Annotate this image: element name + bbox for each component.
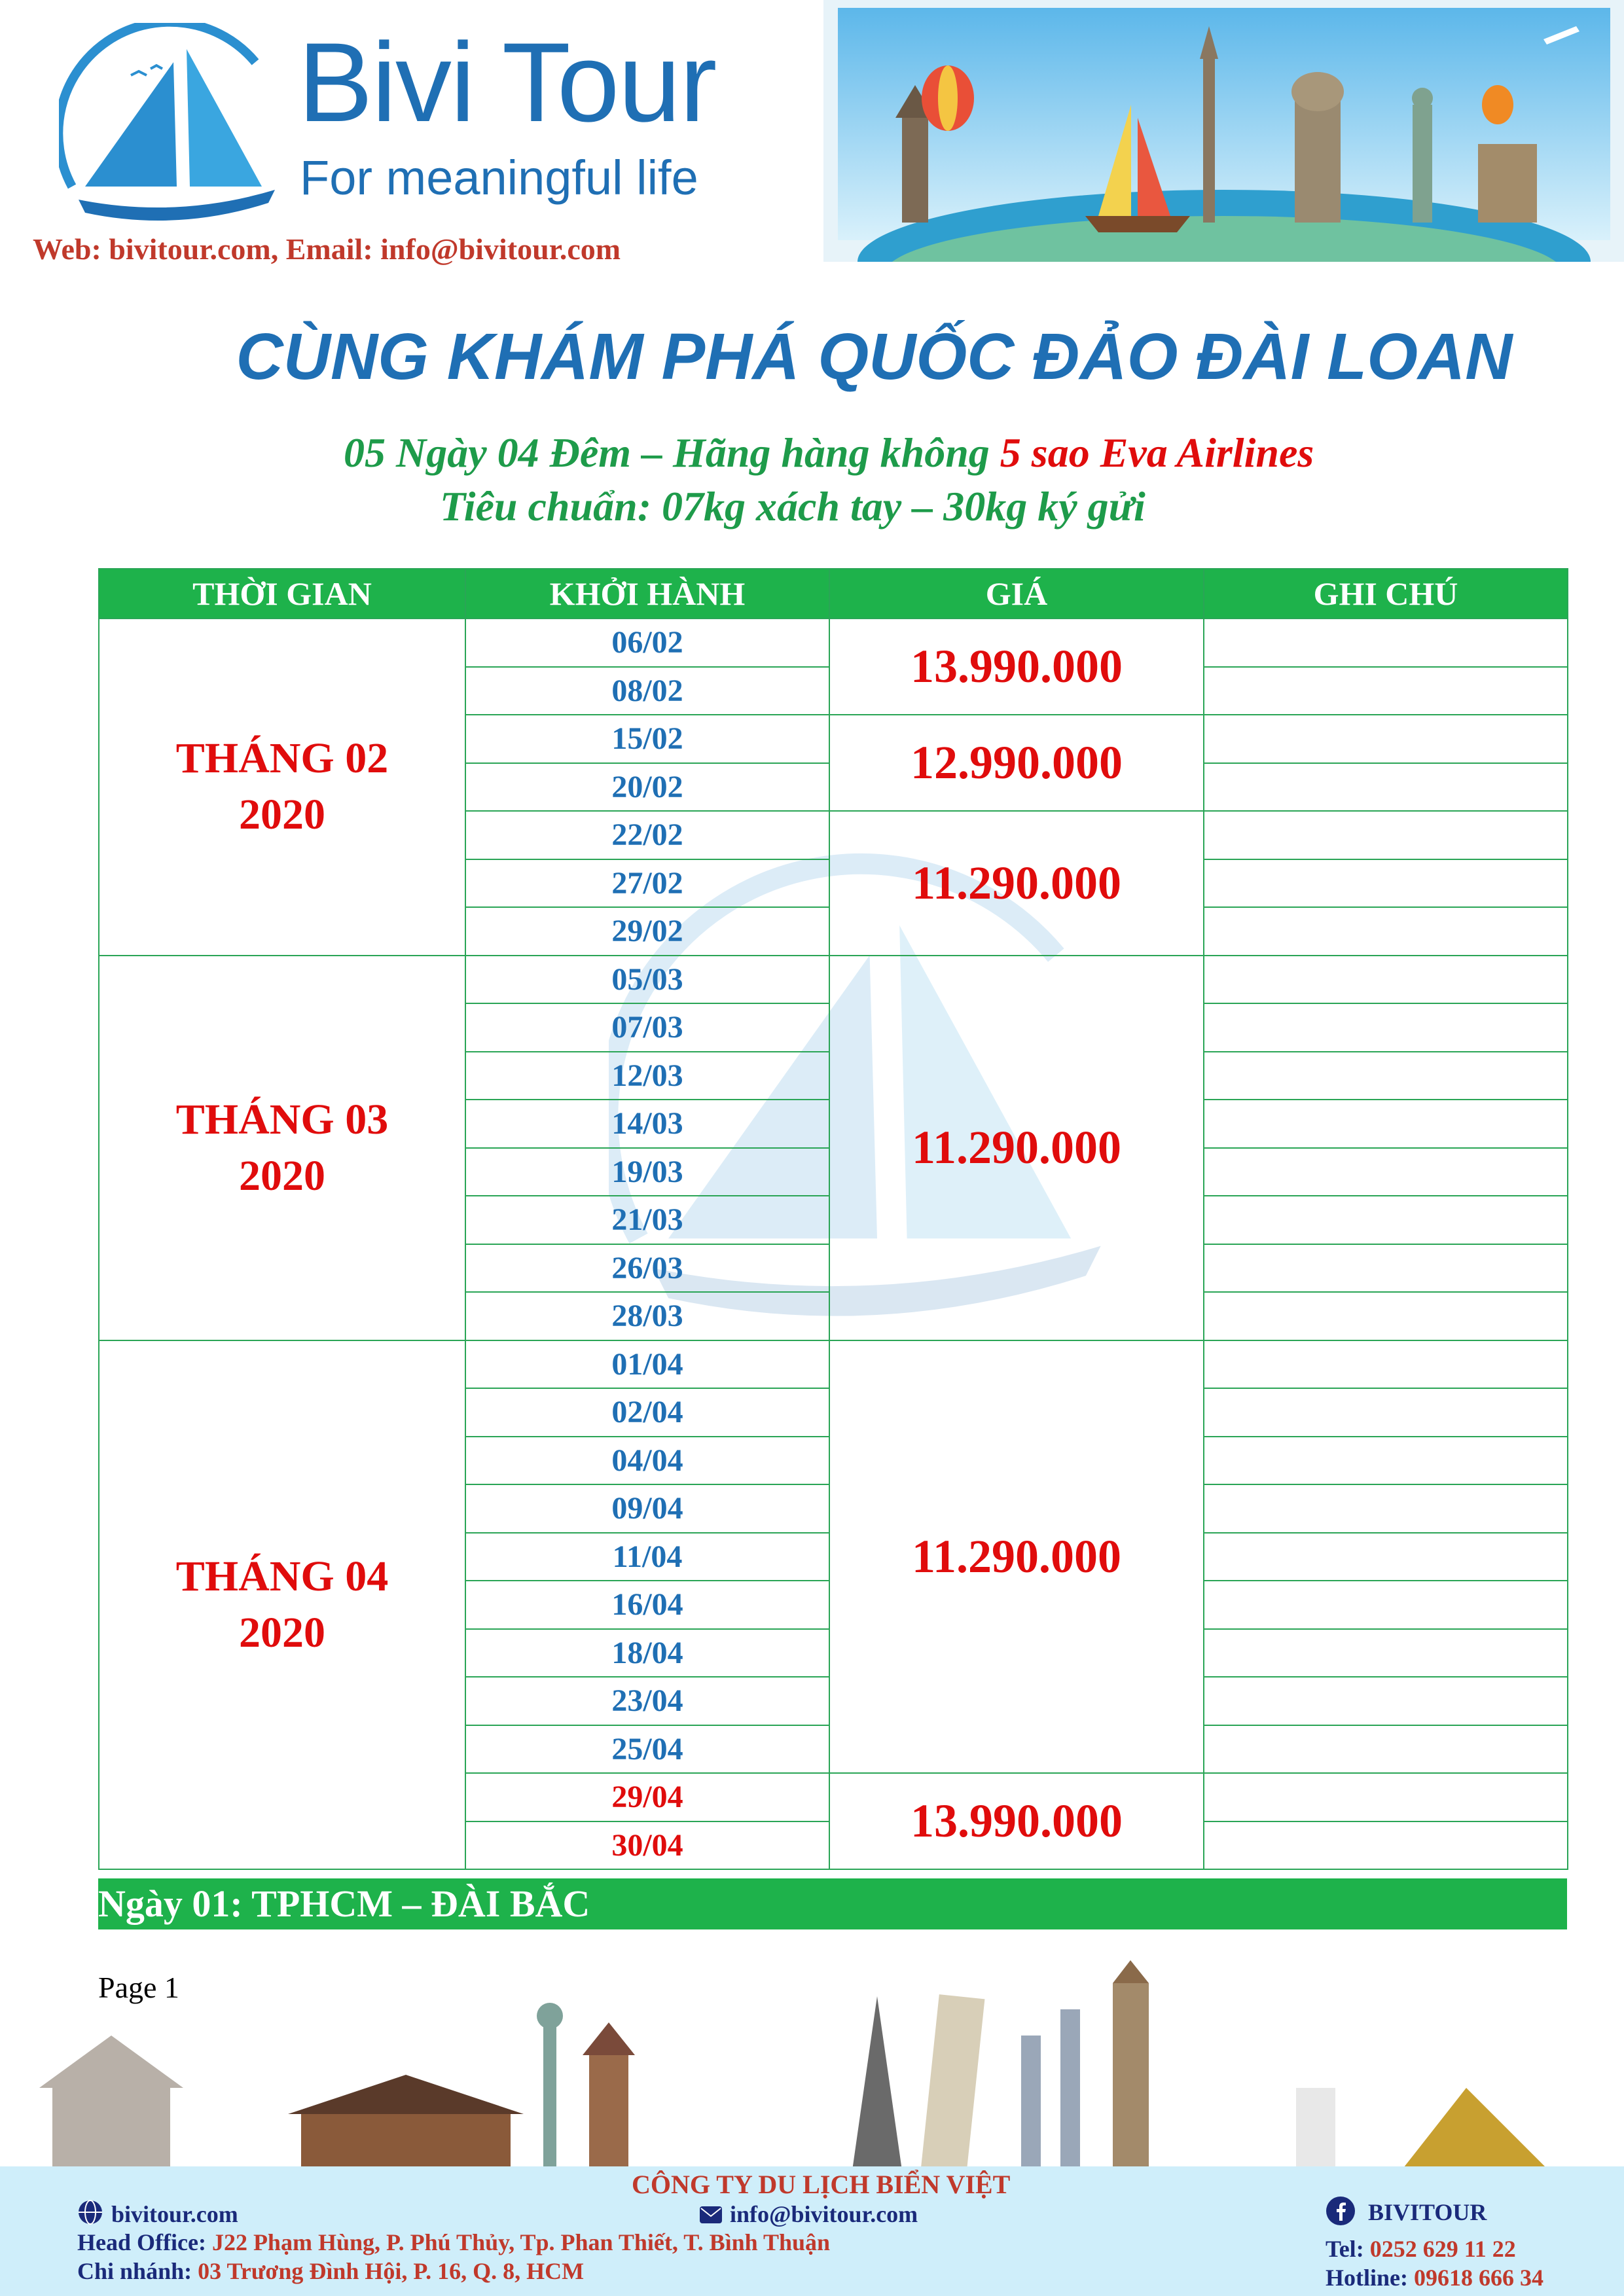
tel-label: Tel: [1326, 2236, 1364, 2262]
departure-schedule-table [98, 568, 1568, 1870]
table-row [99, 619, 1568, 667]
head-office-value: J22 Phạm Hùng, P. Phú Thủy, Tp. Phan Thiết, T. Bình Thuận [211, 2229, 831, 2255]
month-cell-february [99, 619, 465, 956]
departure-date: 25/04 [465, 1725, 829, 1774]
note-cell [1204, 1244, 1568, 1293]
price-cell: 13.990.000 [829, 1773, 1204, 1869]
month-label: THÁNG 03 [175, 1095, 389, 1143]
table-row [99, 1340, 1568, 1389]
month-cell-april [99, 1340, 465, 1870]
mail-icon [699, 2206, 723, 2224]
web-email-line: Web: bivitour.com, Email: info@bivitour.com [33, 232, 621, 266]
departure-date: 18/04 [465, 1629, 829, 1677]
note-cell [1204, 1725, 1568, 1774]
facebook-icon [1326, 2196, 1356, 2226]
page-number: Page 1 [98, 1971, 179, 2004]
note-cell [1204, 763, 1568, 812]
footer-facebook[interactable]: BIVITOUR [1368, 2199, 1487, 2225]
branch-value: 03 Trương Đình Hội, P. 16, Q. 8, HCM [198, 2258, 585, 2284]
note-cell [1204, 1821, 1568, 1870]
note-cell [1204, 1484, 1568, 1533]
world-landmarks-skyline [0, 1957, 1624, 2179]
bivi-tour-logo [59, 23, 295, 245]
departure-date: 23/04 [465, 1677, 829, 1725]
note-cell [1204, 859, 1568, 908]
departure-date: 14/03 [465, 1100, 829, 1148]
branch-label: Chi nhánh: [77, 2258, 192, 2284]
table-row [99, 956, 1568, 1004]
note-cell [1204, 1100, 1568, 1148]
globe-icon [77, 2199, 103, 2225]
brand-name: Bivi Tour [298, 20, 716, 145]
price-cell: 12.990.000 [829, 715, 1204, 811]
departure-date: 27/02 [465, 859, 829, 908]
tour-title: CÙNG KHÁM PHÁ QUỐC ĐẢO ĐÀI LOAN [236, 320, 1513, 393]
note-cell [1204, 1629, 1568, 1677]
month-year: 2020 [239, 1608, 325, 1657]
footer-email[interactable]: info@bivitour.com [730, 2201, 918, 2227]
header-price: GIÁ [829, 569, 1204, 619]
note-cell [1204, 1437, 1568, 1485]
departure-date: 15/02 [465, 715, 829, 763]
month-label: THÁNG 02 [175, 734, 389, 783]
departure-date: 09/04 [465, 1484, 829, 1533]
tour-duration-airline [344, 429, 1314, 476]
price-cell: 11.290.000 [829, 811, 1204, 956]
note-cell [1204, 1292, 1568, 1340]
departure-date: 12/03 [465, 1052, 829, 1100]
month-year: 2020 [239, 1151, 325, 1200]
footer-tel [1326, 2237, 1516, 2261]
month-year: 2020 [239, 791, 325, 839]
departure-date: 11/04 [465, 1533, 829, 1581]
footer-head-office [77, 2231, 830, 2254]
footer-website[interactable]: bivitour.com [111, 2201, 238, 2227]
departure-date: 06/02 [465, 619, 829, 667]
note-cell [1204, 907, 1568, 956]
departure-date: 28/03 [465, 1292, 829, 1340]
departure-date: 22/02 [465, 811, 829, 859]
departure-date: 19/03 [465, 1148, 829, 1196]
price-cell: 11.290.000 [829, 956, 1204, 1340]
departure-date: 20/02 [465, 763, 829, 812]
departure-date: 29/04 [465, 1773, 829, 1821]
note-cell [1204, 1388, 1568, 1437]
note-cell [1204, 667, 1568, 715]
footer-branch [77, 2259, 584, 2283]
price-cell: 13.990.000 [829, 619, 1204, 715]
header-note: GHI CHÚ [1204, 569, 1568, 619]
tel-value: 0252 629 11 22 [1369, 2236, 1516, 2262]
note-cell [1204, 1677, 1568, 1725]
hotline-value: 09618 666 34 [1413, 2265, 1543, 2291]
departure-date: 05/03 [465, 956, 829, 1004]
note-cell [1204, 1148, 1568, 1196]
departure-date: 07/03 [465, 1003, 829, 1052]
month-cell-march [99, 956, 465, 1340]
departure-date: 16/04 [465, 1581, 829, 1629]
note-cell [1204, 1533, 1568, 1581]
departure-date: 04/04 [465, 1437, 829, 1485]
airline-text: 5 sao Eva Airlines [1000, 429, 1314, 476]
itinerary-day-bar: Ngày 01: TPHCM – ĐÀI BẮC [98, 1878, 1567, 1929]
note-cell [1204, 715, 1568, 763]
header-time: THỜI GIAN [99, 569, 465, 619]
note-cell [1204, 1196, 1568, 1244]
footer-hotline [1326, 2266, 1543, 2289]
duration-text: 05 Ngày 04 Đêm – Hãng hàng không [344, 429, 1000, 476]
month-label: THÁNG 04 [175, 1552, 389, 1600]
price-cell: 11.290.000 [829, 1340, 1204, 1774]
note-cell [1204, 1773, 1568, 1821]
header-departure: KHỞI HÀNH [465, 569, 829, 619]
departure-date: 21/03 [465, 1196, 829, 1244]
departure-date: 02/04 [465, 1388, 829, 1437]
note-cell [1204, 1003, 1568, 1052]
note-cell [1204, 1340, 1568, 1389]
table-header-row [99, 569, 1568, 619]
travel-landmarks-banner [823, 0, 1624, 262]
brand-tagline: For meaningful life [300, 151, 698, 205]
departure-date: 30/04 [465, 1821, 829, 1870]
departure-date: 08/02 [465, 667, 829, 715]
departure-date: 26/03 [465, 1244, 829, 1293]
head-office-label: Head Office: [77, 2229, 206, 2255]
departure-date: 29/02 [465, 907, 829, 956]
baggage-allowance: Tiêu chuẩn: 07kg xách tay – 30kg ký gửi [440, 483, 1146, 529]
note-cell [1204, 1052, 1568, 1100]
note-cell [1204, 1581, 1568, 1629]
note-cell [1204, 619, 1568, 667]
note-cell [1204, 811, 1568, 859]
departure-date: 01/04 [465, 1340, 829, 1389]
hotline-label: Hotline: [1326, 2265, 1408, 2291]
note-cell [1204, 956, 1568, 1004]
footer-company-name: CÔNG TY DU LỊCH BIỂN VIỆT [632, 2170, 1011, 2199]
